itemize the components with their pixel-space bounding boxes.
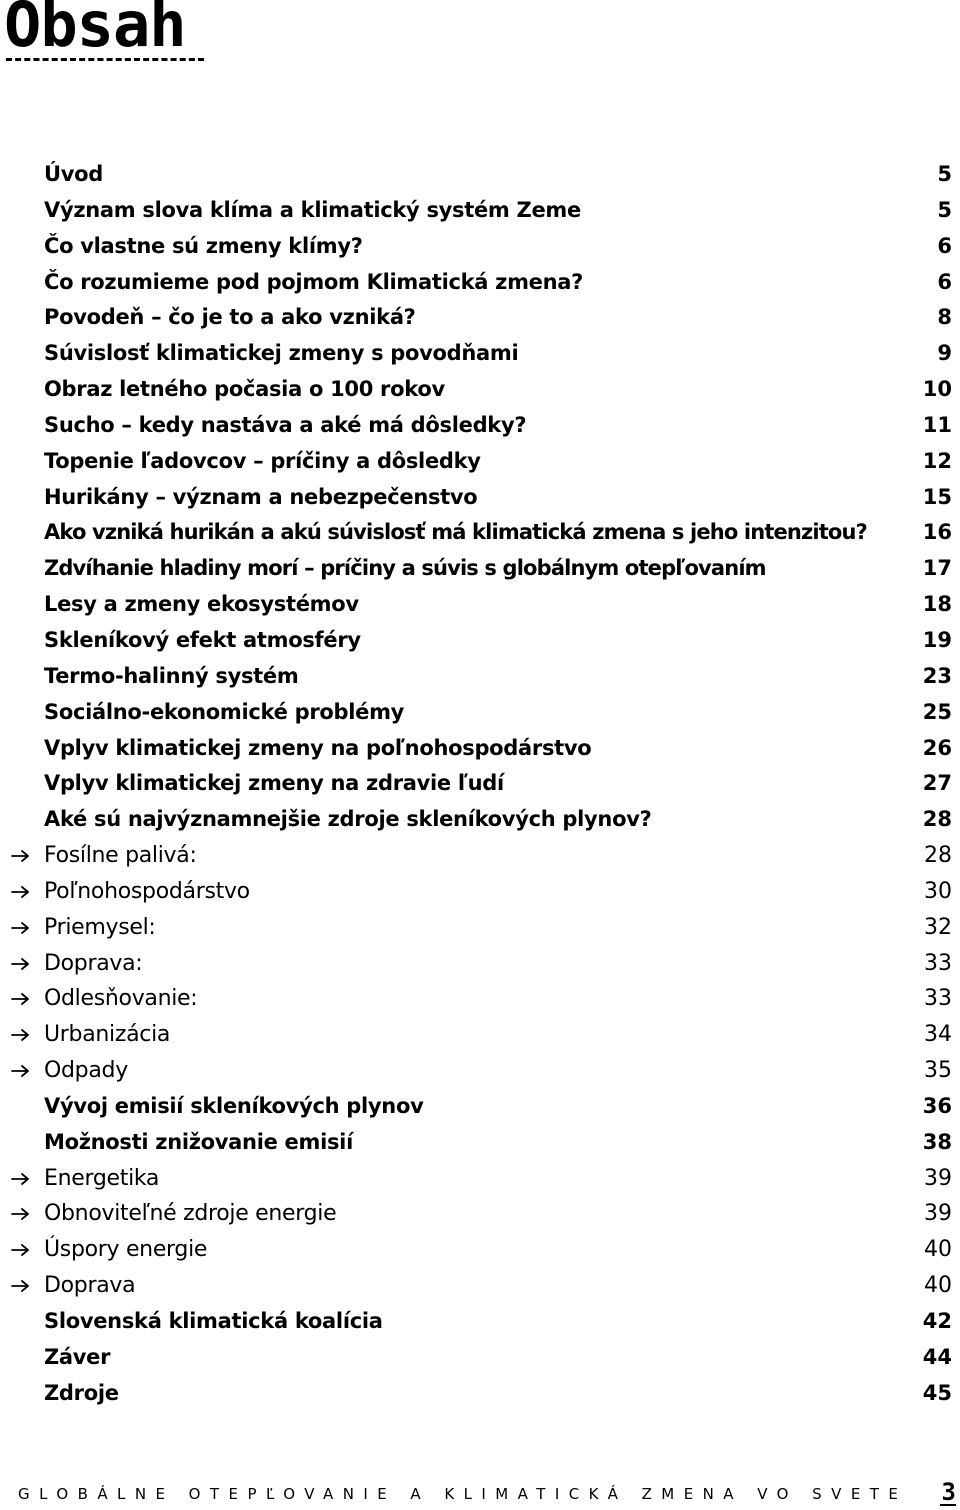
- toc-entry: [0, 551, 960, 587]
- toc-entry-page: 19: [922, 627, 952, 652]
- toc-entry-title: Čo vlastne sú zmeny klímy?: [44, 233, 363, 258]
- arrow-right-icon: [10, 885, 32, 899]
- toc-entry-title: Význam slova klíma a klimatický systém Zeme: [44, 197, 581, 222]
- toc-entry-page: 35: [924, 1058, 952, 1084]
- toc-entry-title: Poľnohospodárstvo: [44, 878, 250, 904]
- toc-entry: [0, 1304, 960, 1340]
- toc-entry-title: Súvislosť klimatickej zmeny s povodňami: [44, 341, 519, 366]
- arrow-right-icon: [10, 1172, 32, 1186]
- toc-entry-page: 10: [922, 377, 952, 402]
- toc-entry-title: Vývoj emisií skleníkových plynov: [44, 1093, 424, 1118]
- page-footer: [18, 1478, 958, 1508]
- toc-entry-title: Vplyv klimatickej zmeny na zdravie ľudí: [44, 771, 504, 796]
- toc-entry-page: 12: [922, 448, 952, 473]
- running-title: GLOBÁLNE OTEPĽOVANIE A KLIMATICKÁ ZMENA VO SVETE: [18, 1485, 908, 1503]
- toc-entry-title: Energetika: [44, 1165, 160, 1191]
- page-number-underline: [940, 1504, 956, 1506]
- toc-entry: [0, 766, 960, 802]
- toc-entry-page: 17: [922, 556, 952, 581]
- toc-entry: [0, 731, 960, 767]
- toc-entry-title: Zdvíhanie hladiny morí – príčiny a súvis s globálnym otepľovaním: [44, 556, 766, 581]
- toc-entry-page: 16: [922, 520, 952, 545]
- toc-entry-title: Termo-halinný systém: [44, 663, 299, 688]
- toc-entry-title: Vplyv klimatickej zmeny na poľnohospodárstvo: [44, 735, 592, 760]
- toc-entry: [0, 408, 960, 444]
- toc-entry: [0, 480, 960, 516]
- toc-sub-entry: [0, 1161, 960, 1197]
- toc-entry-page: 33: [924, 986, 952, 1012]
- toc-sub-entry: [0, 946, 960, 982]
- toc-entry-title: Obnoviteľné zdroje energie: [44, 1201, 337, 1227]
- toc-entry-page: 32: [924, 914, 952, 940]
- toc-entry: [0, 444, 960, 480]
- toc-entry-page: 15: [922, 484, 952, 509]
- toc-sub-entry: [0, 1017, 960, 1053]
- toc-entry-title: Fosílne palivá:: [44, 843, 197, 869]
- toc-entry: [0, 372, 960, 408]
- toc-entry-title: Úspory energie: [44, 1237, 208, 1263]
- toc-entry: [0, 802, 960, 838]
- toc-entry: [0, 695, 960, 731]
- arrow-right-icon: [10, 1243, 32, 1257]
- arrow-right-icon: [10, 992, 32, 1006]
- toc-sub-entry: [0, 910, 960, 946]
- toc-entry: [0, 1089, 960, 1125]
- toc-entry: [0, 265, 960, 301]
- toc-entry-title: Odpady: [44, 1058, 128, 1084]
- toc-entry-title: Možnosti znižovanie emisií: [44, 1129, 353, 1154]
- toc-entry-title: Hurikány – význam a nebezpečenstvo: [44, 484, 478, 509]
- toc-sub-entry: [0, 874, 960, 910]
- toc-entry-page: 39: [924, 1201, 952, 1227]
- arrow-right-icon: [10, 957, 32, 971]
- toc-sub-entry: [0, 981, 960, 1017]
- toc-sub-entry: [0, 838, 960, 874]
- toc-entry-page: 6: [937, 269, 952, 294]
- toc-entry-title: Odlesňovanie:: [44, 986, 198, 1012]
- title-dashed-underline: [6, 58, 204, 61]
- toc-entry-title: Aké sú najvýznamnejšie zdroje skleníkových plynov?: [44, 807, 652, 832]
- toc-entry-title: Obraz letného počasia o 100 rokov: [44, 377, 445, 402]
- toc-entry: [0, 157, 960, 193]
- toc-sub-entry: [0, 1268, 960, 1304]
- arrow-right-icon: [10, 1279, 32, 1293]
- toc-entry-title: Slovenská klimatická koalícia: [44, 1309, 383, 1333]
- toc-entry-title: Ako vzniká hurikán a akú súvislosť má klimatická zmena s jeho intenzitou?: [44, 520, 867, 545]
- toc-entry-page: 45: [922, 1380, 952, 1405]
- toc-entry: [0, 1340, 960, 1376]
- toc-entry-page: 40: [924, 1237, 952, 1263]
- toc-entry-title: Záver: [44, 1344, 111, 1369]
- toc-entry-page: 42: [922, 1309, 952, 1333]
- arrow-right-icon: [10, 1064, 32, 1078]
- toc-entry: [0, 1376, 960, 1412]
- toc-entry-page: 6: [937, 233, 952, 258]
- toc-entry-title: Sucho – kedy nastáva a aké má dôsledky?: [44, 412, 527, 437]
- page-number: 3: [941, 1478, 956, 1506]
- toc-entry-title: Skleníkový efekt atmosféry: [44, 627, 361, 652]
- toc-entry: [0, 623, 960, 659]
- toc-entry-title: Topenie ľadovcov – príčiny a dôsledky: [44, 448, 481, 473]
- toc-sub-entry: [0, 1053, 960, 1089]
- toc-entry: [0, 515, 960, 551]
- toc-entry-page: 5: [937, 162, 952, 186]
- toc-entry-page: 28: [922, 807, 952, 832]
- toc-entry-page: 38: [922, 1129, 952, 1154]
- toc-entry: [0, 336, 960, 372]
- toc-entry-title: Úvod: [44, 162, 104, 186]
- toc-entry-title: Sociálno-ekonomické problémy: [44, 699, 405, 724]
- toc-entry-title: Priemysel:: [44, 914, 156, 940]
- toc-entry-page: 34: [924, 1022, 952, 1048]
- toc-entry-page: 11: [922, 412, 952, 437]
- toc-entry: [0, 1125, 960, 1161]
- arrow-right-icon: [10, 1028, 32, 1042]
- toc-entry: [0, 587, 960, 623]
- toc-entry-page: 9: [937, 341, 952, 366]
- toc-entry-title: Povodeň – čo je to a ako vzniká?: [44, 305, 416, 330]
- toc-entry-page: 23: [922, 663, 952, 688]
- toc-entry: [0, 300, 960, 336]
- toc-entry: [0, 193, 960, 229]
- arrow-right-icon: [10, 849, 32, 863]
- toc-entry: [0, 229, 960, 265]
- toc-entry-page: 39: [924, 1165, 952, 1191]
- toc-entry-page: 26: [922, 735, 952, 760]
- table-of-contents: [0, 157, 960, 1412]
- toc-entry-title: Doprava:: [44, 950, 143, 976]
- toc-entry-page: 18: [922, 592, 952, 617]
- toc-entry-title: Urbanizácia: [44, 1022, 171, 1048]
- page-title: Obsah: [4, 0, 186, 61]
- toc-sub-entry: [0, 1196, 960, 1232]
- toc-entry-page: 25: [922, 699, 952, 724]
- toc-sub-entry: [0, 1232, 960, 1268]
- toc-entry-title: Čo rozumieme pod pojmom Klimatická zmena?: [44, 269, 584, 294]
- toc-entry-page: 44: [922, 1344, 952, 1369]
- arrow-right-icon: [10, 921, 32, 935]
- toc-entry-page: 27: [922, 771, 952, 796]
- toc-entry-title: Doprava: [44, 1273, 136, 1299]
- toc-entry-page: 28: [924, 843, 952, 869]
- toc-entry-title: Zdroje: [44, 1380, 119, 1405]
- toc-entry-page: 8: [937, 305, 952, 330]
- arrow-right-icon: [10, 1207, 32, 1221]
- toc-entry-page: 5: [937, 197, 952, 222]
- toc-entry-title: Lesy a zmeny ekosystémov: [44, 592, 359, 617]
- toc-entry-page: 40: [924, 1273, 952, 1299]
- toc-entry: [0, 659, 960, 695]
- toc-entry-page: 33: [924, 950, 952, 976]
- toc-entry-page: 30: [924, 878, 952, 904]
- toc-entry-page: 36: [922, 1093, 952, 1118]
